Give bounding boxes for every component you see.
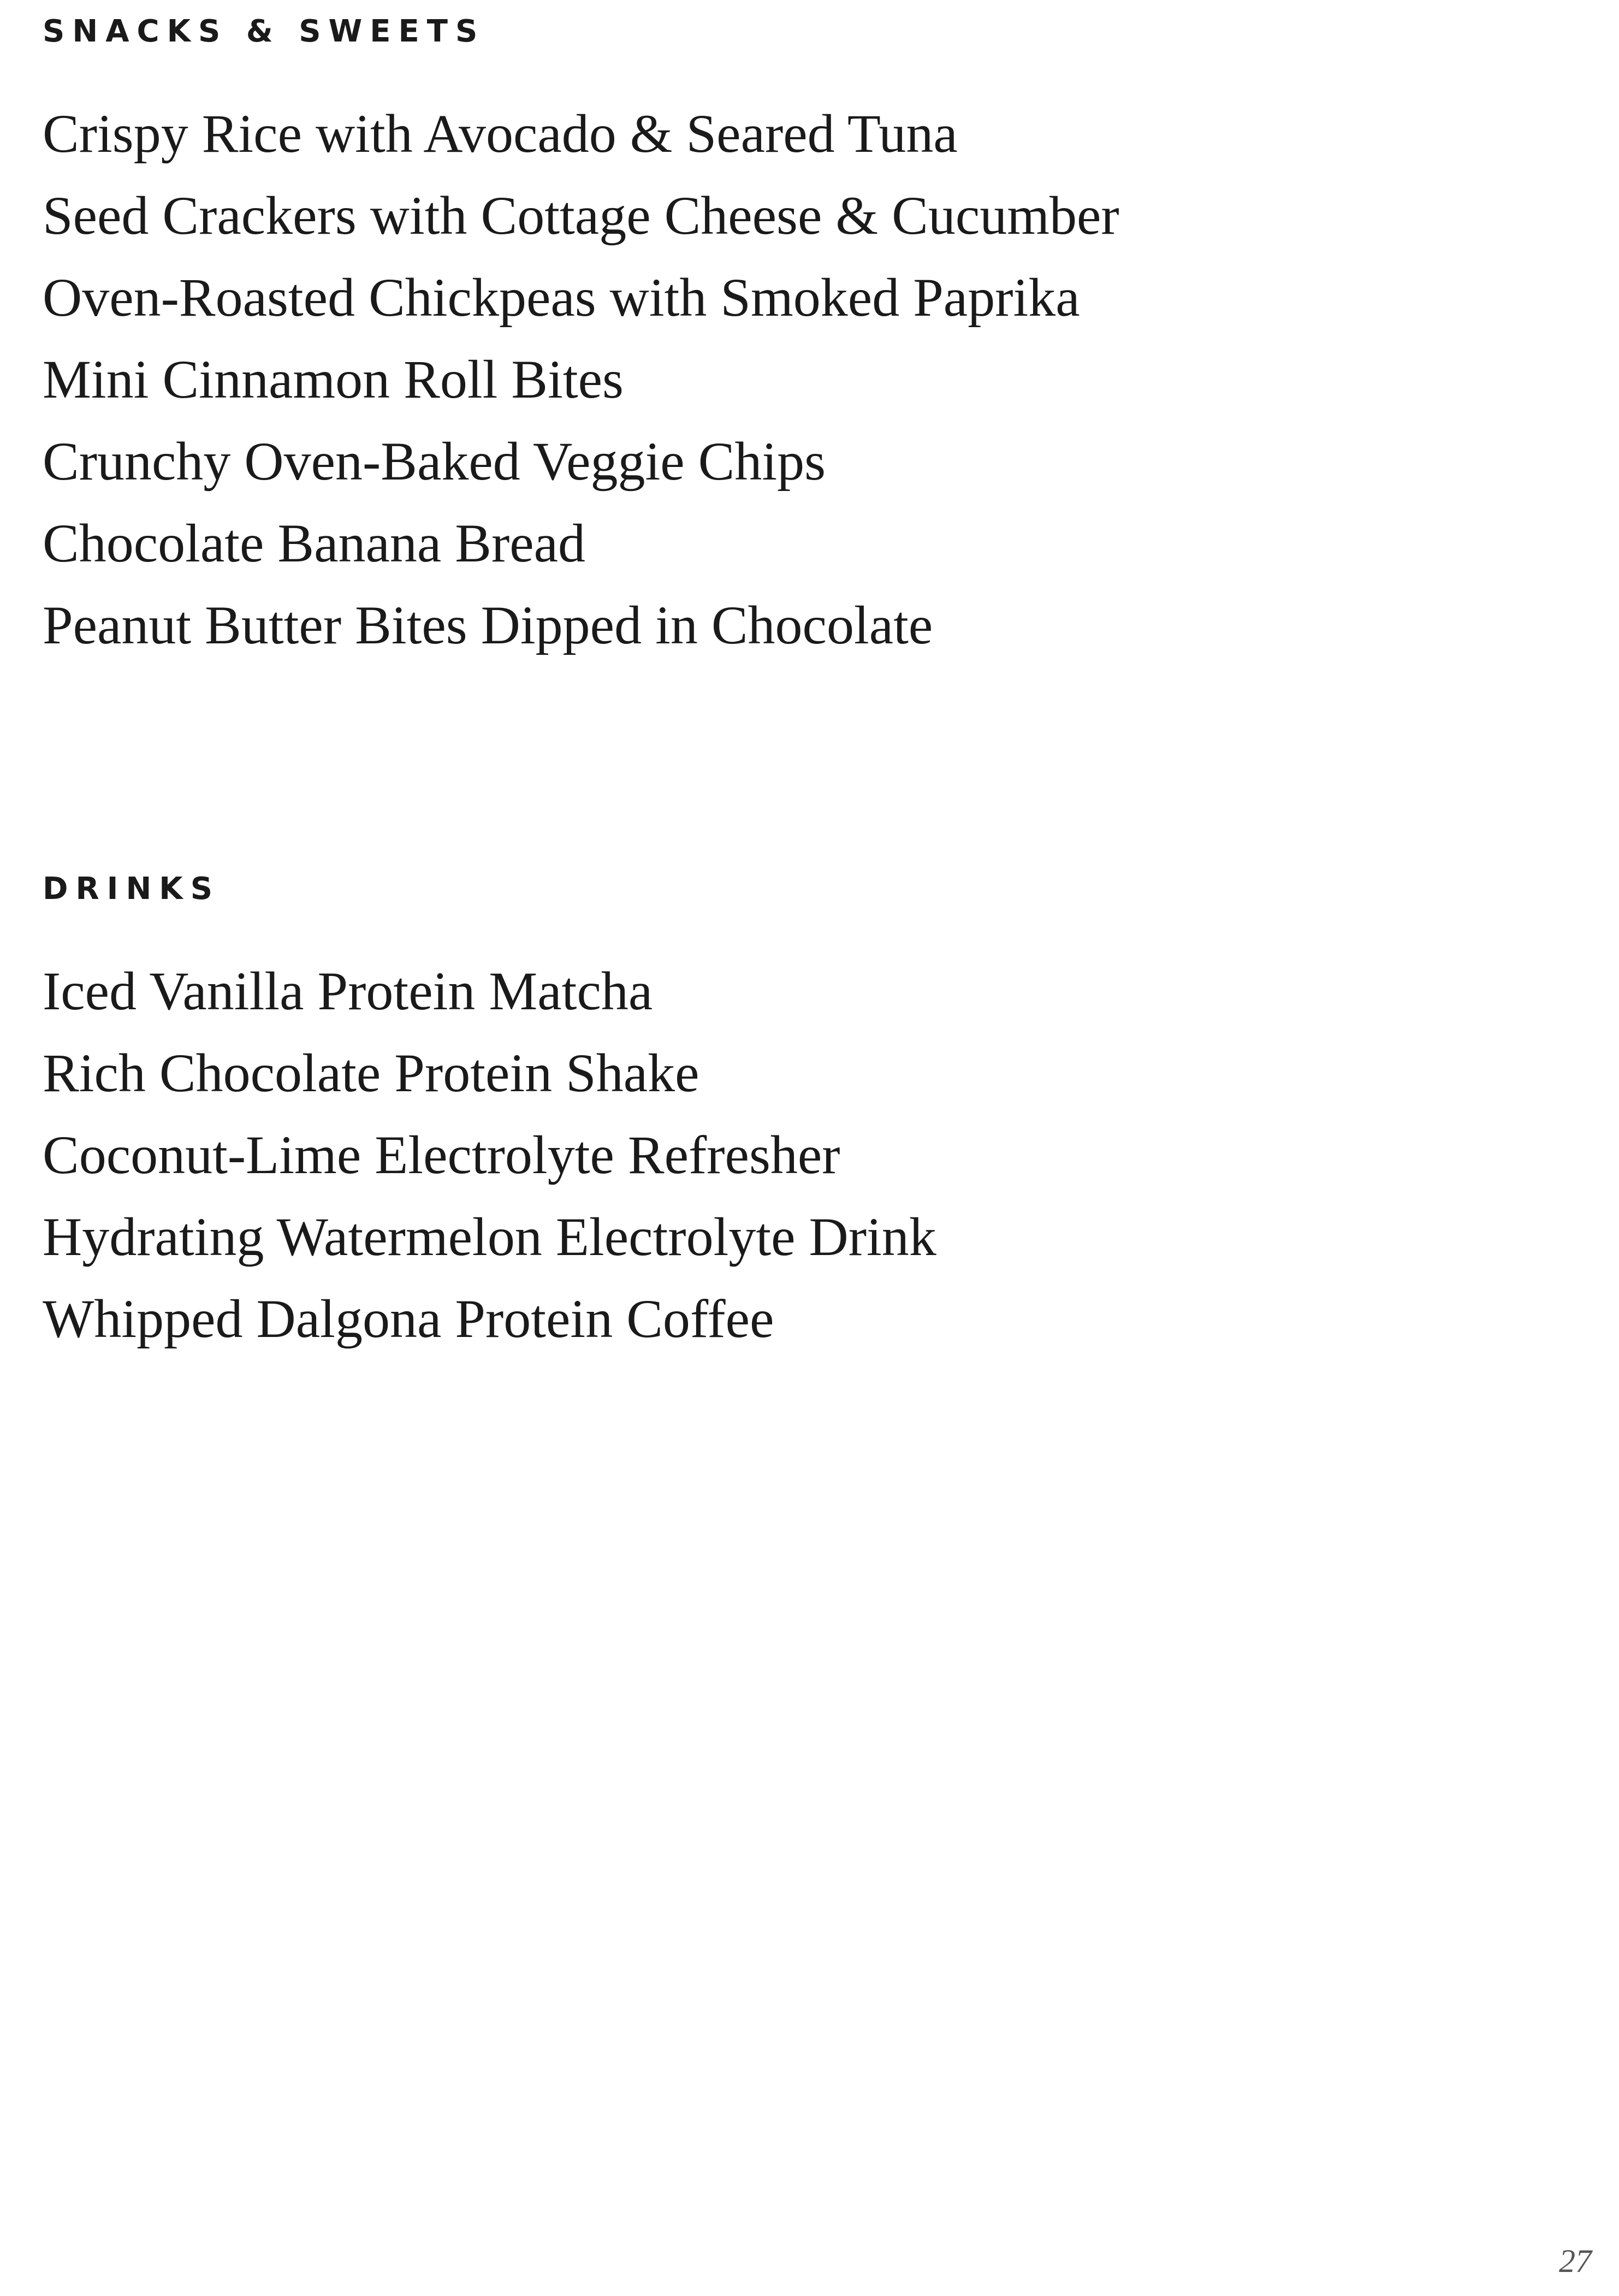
list-item: Whipped Dalgona Protein Coffee (43, 1288, 774, 1349)
list-item: Oven-Roasted Chickpeas with Smoked Paprika (43, 267, 1080, 328)
list-item: Chocolate Banana Bread (43, 513, 586, 573)
list-item: Crispy Rice with Avocado & Seared Tuna (43, 103, 958, 164)
list-item: Mini Cinnamon Roll Bites (43, 349, 624, 410)
list-item: Seed Crackers with Cottage Cheese & Cucumber (43, 185, 1119, 246)
list-item: Iced Vanilla Protein Matcha (43, 961, 653, 1021)
list-item: Peanut Butter Bites Dipped in Chocolate (43, 595, 933, 655)
page-number: 27 (1559, 2243, 1592, 2279)
section-heading-drinks: DRINKS (43, 871, 221, 907)
list-item: Rich Chocolate Protein Shake (43, 1043, 699, 1103)
list-item: Hydrating Watermelon Electrolyte Drink (43, 1206, 936, 1267)
section-heading-snacks-sweets: SNACKS & SWEETS (43, 14, 485, 49)
drinks-list (43, 950, 936, 1360)
snacks-list (43, 93, 1119, 666)
list-item: Coconut-Lime Electrolyte Refresher (43, 1125, 840, 1185)
list-item: Crunchy Oven-Baked Veggie Chips (43, 431, 826, 492)
